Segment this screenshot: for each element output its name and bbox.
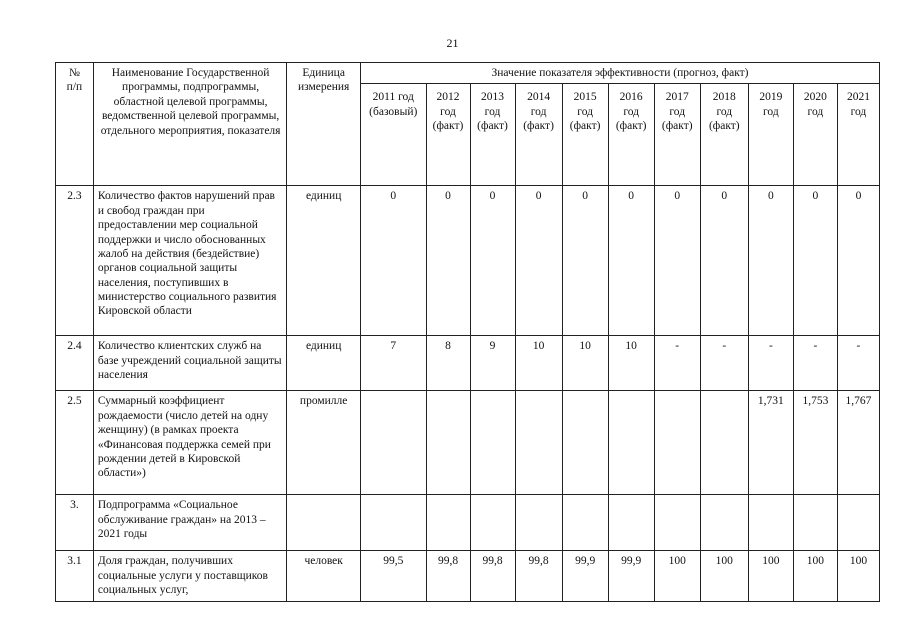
header-year-8: 2019 год [748,84,793,186]
row-value-2 [470,495,515,551]
row-number: 3. [56,495,94,551]
header-year-7: 2018 год (факт) [700,84,748,186]
row-unit [287,495,361,551]
row-value-4 [562,495,608,551]
header-year-3: 2014 год (факт) [515,84,562,186]
row-value-0: 0 [361,186,427,336]
row-value-2: 9 [470,336,515,391]
row-value-8: 1,731 [748,391,793,495]
table-row [56,186,880,336]
row-value-9 [793,495,837,551]
row-value-8 [748,495,793,551]
row-value-6 [654,495,700,551]
row-value-3: 99,8 [515,551,562,601]
row-indicator-name: Суммарный коэффициент рождаемости (число детей на одну женщину) (в рамках проекта «Финансовая поддержка семей при рождении детей в Кировской области») [93,391,286,495]
row-value-0: 99,5 [361,551,427,601]
table-body [56,186,880,601]
row-value-5 [608,391,654,495]
row-unit: промилле [287,391,361,495]
row-value-10: - [837,336,879,391]
row-value-9: 0 [793,186,837,336]
row-value-8: - [748,336,793,391]
row-value-1 [426,391,470,495]
table-row [56,336,880,391]
header-year-4: 2015 год (факт) [562,84,608,186]
row-value-6 [654,391,700,495]
row-value-3: 0 [515,186,562,336]
header-unit: Единица измерения [287,63,361,186]
row-value-0 [361,391,427,495]
header-values-title: Значение показателя эффективности (прогноз, факт) [361,63,880,84]
row-value-0 [361,495,427,551]
row-value-3: 10 [515,336,562,391]
row-value-8: 100 [748,551,793,601]
row-value-5: 10 [608,336,654,391]
row-number: 2.5 [56,391,94,495]
header-year-5: 2016 год (факт) [608,84,654,186]
row-value-1: 99,8 [426,551,470,601]
row-value-9: 1,753 [793,391,837,495]
row-value-4 [562,391,608,495]
row-value-5: 0 [608,186,654,336]
row-unit: единиц [287,336,361,391]
header-year-0: 2011 год (базовый) [361,84,427,186]
header-year-6: 2017 год (факт) [654,84,700,186]
row-unit: человек [287,551,361,601]
row-value-4: 10 [562,336,608,391]
row-value-7 [700,391,748,495]
row-value-6: 0 [654,186,700,336]
table-row [56,391,880,495]
row-indicator-name: Количество клиентских служб на базе учреждений социальной защиты населения [93,336,286,391]
row-number: 2.3 [56,186,94,336]
row-value-3 [515,495,562,551]
header-row [56,63,880,84]
row-value-10 [837,495,879,551]
row-value-1: 0 [426,186,470,336]
header-name: Наименование Государственной программы, подпрограммы, областной целевой программы, ведомственной целевой программы, отдельного мероприятия, показателя [93,63,286,186]
header-year-1: 2012 год (факт) [426,84,470,186]
row-value-7: - [700,336,748,391]
row-value-2: 99,8 [470,551,515,601]
row-value-1 [426,495,470,551]
header-year-10: 2021 год [837,84,879,186]
row-value-1: 8 [426,336,470,391]
row-value-5 [608,495,654,551]
row-value-10: 100 [837,551,879,601]
row-number: 2.4 [56,336,94,391]
row-value-0: 7 [361,336,427,391]
header-year-2: 2013 год (факт) [470,84,515,186]
row-value-7: 0 [700,186,748,336]
table-row [56,495,880,551]
row-number: 3.1 [56,551,94,601]
row-value-10: 0 [837,186,879,336]
row-value-10: 1,767 [837,391,879,495]
row-unit: единиц [287,186,361,336]
row-value-4: 99,9 [562,551,608,601]
header-year-9: 2020 год [793,84,837,186]
row-value-2: 0 [470,186,515,336]
row-value-8: 0 [748,186,793,336]
indicator-table [55,62,880,602]
row-value-5: 99,9 [608,551,654,601]
row-value-2 [470,391,515,495]
table-row [56,551,880,601]
row-indicator-name: Доля граждан, получивших социальные услуги у поставщиков социальных услуг, [93,551,286,601]
header-num: № п/п [56,63,94,186]
row-value-6: 100 [654,551,700,601]
row-value-7: 100 [700,551,748,601]
row-value-7 [700,495,748,551]
row-value-6: - [654,336,700,391]
row-value-3 [515,391,562,495]
page-number: 21 [446,36,459,50]
row-value-9: 100 [793,551,837,601]
row-value-4: 0 [562,186,608,336]
row-value-9: - [793,336,837,391]
row-indicator-name: Количество фактов нарушений прав и свобод граждан при предоставлении мер социальной поддержки и число обоснованных жалоб на действия (бездействие) органов социальной защиты населения, поступивших в министерство социального развития Кировской области [93,186,286,336]
row-indicator-name: Подпрограмма «Социальное обслуживание граждан» на 2013 – 2021 годы [93,495,286,551]
